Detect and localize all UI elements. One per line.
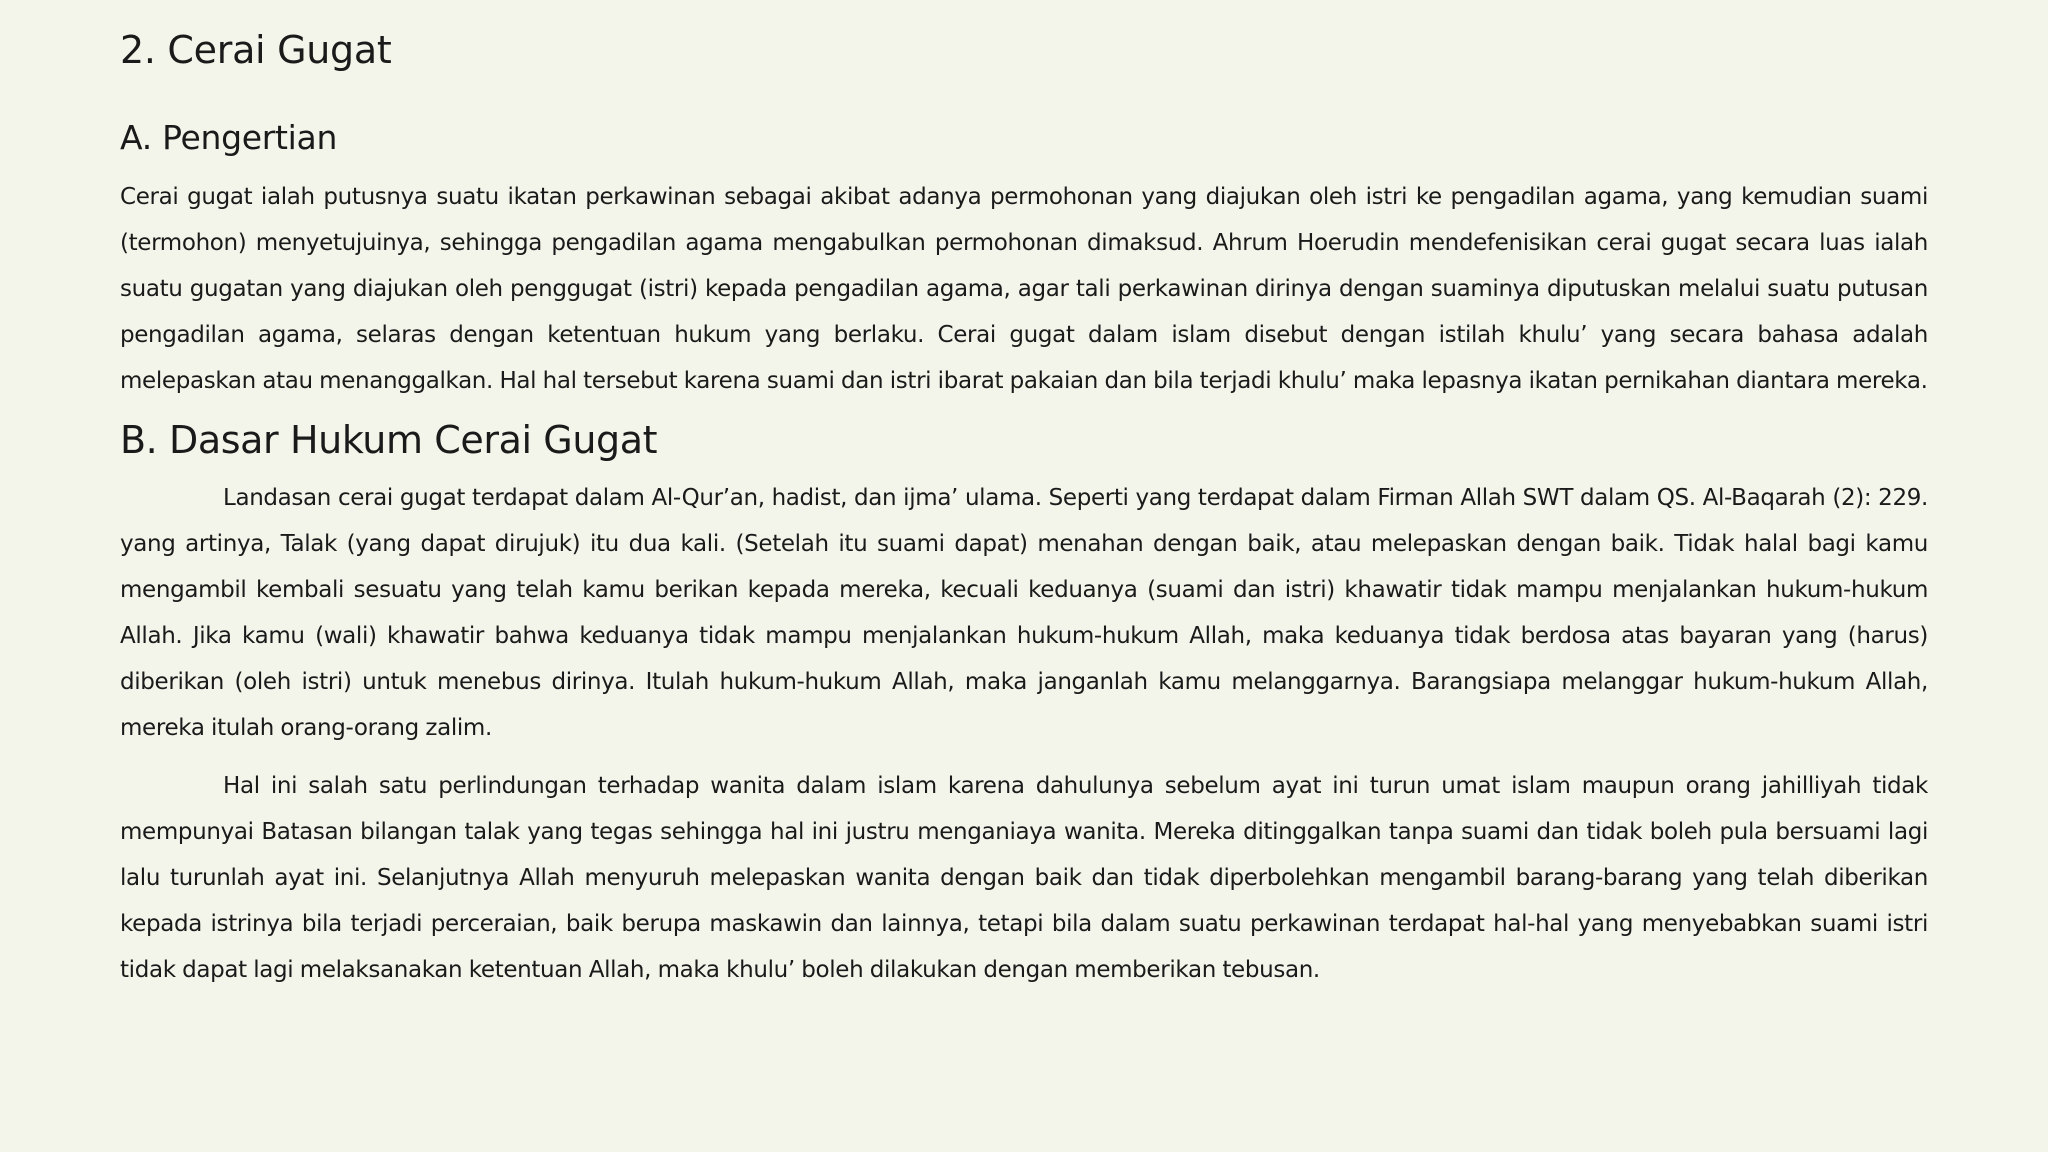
page-title: 2. Cerai Gugat xyxy=(120,28,392,72)
section-a-paragraph: Cerai gugat ialah putusnya suatu ikatan perkawinan sebagai akibat adanya permohonan yang diajukan oleh istri ke pengadilan agama, yang kemudian suami (termohon) menyetujuinya, sehingga pengadilan agama mengabulkan permohonan dimaksud. Ahrum Hoerudin mendefenisikan cerai gugat secara luas ialah suatu gugatan yang diajukan oleh penggugat (istri) kepada pengadilan agama, agar tali perkawinan dirinya dengan suaminya diputuskan melalui suatu putusan pengadilan agama, selaras dengan ketentuan hukum yang berlaku. Cerai gugat dalam islam disebut dengan istilah khulu’ yang secara bahasa adalah melepaskan atau menanggalkan. Hal hal tersebut karena suami dan istri ibarat pakaian dan bila terjadi khulu’ maka lepasnya ikatan pernikahan diantara mereka. xyxy=(120,184,1928,394)
section-b-heading: B. Dasar Hukum Cerai Gugat xyxy=(120,418,658,462)
section-a-heading: A. Pengertian xyxy=(120,118,338,157)
section-b-paragraph-1: Landasan cerai gugat terdapat dalam Al-Qur’an, hadist, dan ijma’ ulama. Seperti yang terdapat dalam Firman Allah SWT dalam QS. Al-Baqarah (2): 229. yang artinya, Talak (yang dapat dirujuk) itu dua kali. (Setelah itu suami dapat) menahan dengan baik, atau melepaskan dengan baik. Tidak halal bagi kamu mengambil kembali sesuatu yang telah kamu berikan kepada mereka, kecuali keduanya (suami dan istri) khawatir tidak mampu menjalankan hukum-hukum Allah. Jika kamu (wali) khawatir bahwa keduanya tidak mampu menjalankan hukum-hukum Allah, maka keduanya tidak berdosa atas bayaran yang (harus) diberikan (oleh istri) untuk menebus dirinya. Itulah hukum-hukum Allah, maka janganlah kamu melanggarnya. Barangsiapa melanggar hukum-hukum Allah, mereka itulah orang-orang zalim. xyxy=(120,485,1928,741)
section-b-paragraph-2: Hal ini salah satu perlindungan terhadap wanita dalam islam karena dahulunya sebelum ayat ini turun umat islam maupun orang jahilliyah tidak mempunyai Batasan bilangan talak yang tegas sehingga hal ini justru menganiaya wanita. Mereka ditinggalkan tanpa suami dan tidak boleh pula bersuami lagi lalu turunlah ayat ini. Selanjutnya Allah menyuruh melepaskan wanita dengan baik dan tidak diperbolehkan mengambil barang-barang yang telah diberikan kepada istrinya bila terjadi perceraian, baik berupa maskawin dan lainnya, tetapi bila dalam suatu perkawinan terdapat hal-hal yang menyebabkan suami istri tidak dapat lagi melaksanakan ketentuan Allah, maka khulu’ boleh dilakukan dengan memberikan tebusan. xyxy=(120,773,1928,983)
